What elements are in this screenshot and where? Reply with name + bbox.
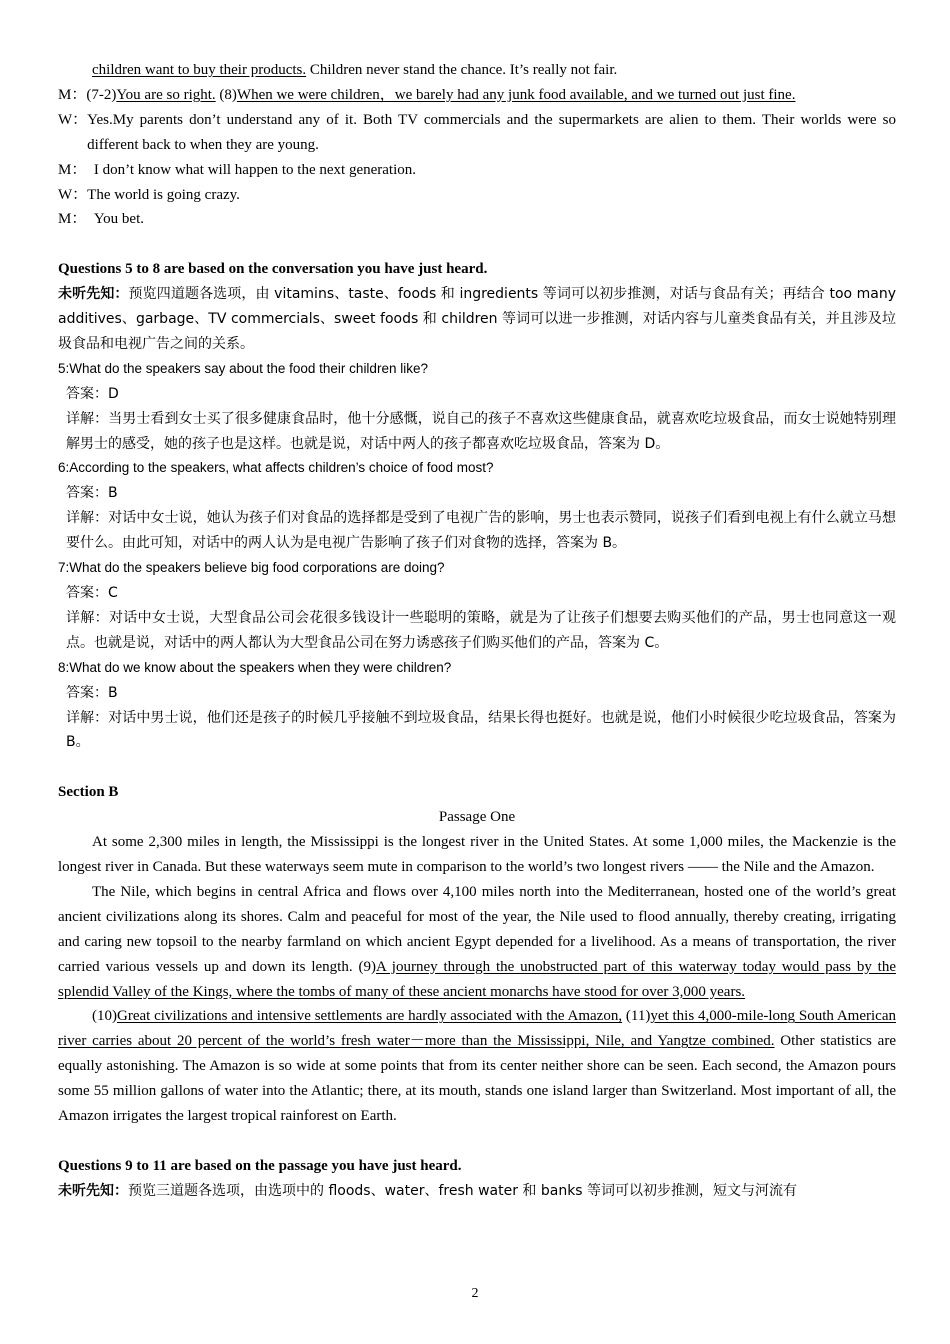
speaker-label: M： bbox=[58, 161, 94, 178]
preview-text: 预览四道题各选项，由 vitamins、taste、foods 和 ingredients 等词可以初步推测，对话与食品有关；再结合 too many additives、garbage、TV commercials、sweet foods 和 children 等词可以进一步推测，对话内容与儿童类食品有关，并且涉及垃圾食品和电视广告之间的关系。 bbox=[58, 286, 897, 352]
passage-title: Passage One bbox=[438, 809, 516, 826]
speaker-label: W： bbox=[58, 186, 88, 203]
answer-7: 答案：C bbox=[66, 585, 118, 602]
preview-label: 未听先知： bbox=[58, 1182, 128, 1199]
passage-paragraph-1: At some 2,300 miles in length, the Mississippi is the longest river in the United States. At some 1,000 miles, the Mackenzie is the longest river in Canada. But these waterways seem mute in comparison to the world’s two longest rivers —— the Nile and the Amazon. bbox=[58, 834, 896, 875]
dialogue-text: You bet. bbox=[93, 211, 144, 228]
section-b-heading: Section B bbox=[58, 784, 119, 801]
question-8: 8:What do we know about the speakers when they were children? bbox=[58, 659, 452, 675]
preview-text: 预览三道题各选项，由选项中的 floods、water、fresh water 和 banks 等词可以初步推测，短文与河流有 bbox=[128, 1182, 798, 1199]
page-number: 2 bbox=[471, 1286, 479, 1301]
preview-label: 未听先知： bbox=[58, 286, 129, 303]
preview-paragraph bbox=[58, 1179, 896, 1204]
question-marker: (7-2) bbox=[86, 86, 117, 103]
underlined-key-sentence: When we were children，we barely had any junk food available, and we turned out just fine. bbox=[236, 86, 796, 103]
answer-6: 答案：B bbox=[66, 485, 118, 502]
dialogue-line bbox=[58, 108, 896, 158]
dialogue-text: Yes.My parents don’t understand any of it. Both TV commercials and the supermarkets are alien to them. Their worlds were so different back to when they are young. bbox=[87, 111, 896, 153]
passage-text: The Nile, which begins in central Africa and flows over 4,100 miles north into the Mediterranean, hosted one of the world’s great ancient civilizations along its shores. Calm and peaceful for most of the year, the Nile used to flood annually, thereby creating, irrigating and caring new topsoil to the nearby farmland on which ancient Egypt depended for a livelihood. As a means of transportation, the river carried various vessels up and down its length. (9) bbox=[58, 883, 896, 975]
questions-9-11-heading: Questions 9 to 11 are based on the passage you have just heard. bbox=[58, 1157, 462, 1174]
document-page bbox=[58, 58, 896, 1204]
answer-8: 答案：B bbox=[66, 684, 118, 701]
speaker-label: W： bbox=[58, 111, 88, 128]
passage-text: Other statistics are equally astonishing. The Amazon is so wide at some points that from its center neither shore can be seen. Each second, the Amazon pours some 55 million gallons of water into the Atlantic; there, at its mouth, stands one island larger than Switzerland. Most important of all, the Amazon irrigates the largest tropical rainforest on Earth. bbox=[58, 1033, 896, 1125]
preview-paragraph bbox=[58, 282, 896, 357]
question-marker: (10) bbox=[92, 1008, 117, 1025]
explanation-6: 详解：对话中女士说，她认为孩子们对食品的选择都是受到了电视广告的影响，男士也表示赞同，说孩子们看到电视上有什么就立马想要什么。由此可知，对话中的两人认为是电视广告影响了孩子们对食物的选择，答案为 B。 bbox=[66, 510, 896, 552]
underlined-key-sentence: Great civilizations and intensive settlements are hardly associated with the Amazon, bbox=[117, 1008, 623, 1025]
answer-5: 答案：D bbox=[66, 385, 119, 402]
dialogue-text: Children never stand the chance. It’s really not fair. bbox=[306, 62, 618, 78]
question-marker: (11) bbox=[622, 1008, 651, 1025]
speaker-label: M： bbox=[58, 86, 87, 103]
dialogue-text: I don’t know what will happen to the next generation. bbox=[93, 161, 416, 178]
underlined-key-sentence: yet this 4,000-mile-long South American river carries about 20 percent of the world’s fresh water－more than the Mississippi, Nile, and Yangtze combined. bbox=[58, 1008, 896, 1050]
dialogue-continuation bbox=[58, 58, 896, 83]
underlined-key-sentence: A journey through the unobstructed part of this waterway today would pass by the splendid Valley of the Kings, where the tombs of many of these ancient monarchs have stood for over 3,000 years. bbox=[58, 958, 896, 1000]
explanation-5: 详解：当男士看到女士买了很多健康食品时，他十分感慨，说自己的孩子不喜欢这些健康食品，就喜欢吃垃圾食品，而女士说她特别理解男士的感受，她的孩子也是这样。也就是说，对话中两人的孩子都喜欢吃垃圾食品，答案为 D。 bbox=[66, 410, 896, 452]
dialogue-text: The world is going crazy. bbox=[87, 186, 240, 203]
question-7: 7:What do the speakers believe big food corporations are doing? bbox=[58, 560, 445, 576]
passage-paragraph-2 bbox=[58, 880, 896, 1005]
questions-5-8-heading: Questions 5 to 8 are based on the conversation you have just heard. bbox=[58, 261, 488, 278]
dialogue-line bbox=[58, 83, 896, 108]
question-6: 6:According to the speakers, what affects children’s choice of food most? bbox=[58, 460, 494, 476]
question-marker: (8) bbox=[215, 86, 237, 103]
explanation-7: 详解：对话中女士说，大型食品公司会花很多钱设计一些聪明的策略，就是为了让孩子们想要去购买他们的产品，男士也同意这一观点。也就是说，对话中的两人都认为大型食品公司在努力诱惑孩子们购买他们的产品，答案为 C。 bbox=[66, 609, 896, 651]
dialogue-line bbox=[58, 158, 896, 183]
dialogue-line bbox=[58, 183, 896, 208]
passage-paragraph-3 bbox=[58, 1004, 896, 1129]
explanation-8: 详解：对话中男士说，他们还是孩子的时候几乎接触不到垃圾食品，结果长得也挺好。也就是说，他们小时候很少吃垃圾食品，答案为 B。 bbox=[66, 709, 896, 751]
underlined-key-sentence: children want to buy their products. bbox=[92, 62, 307, 78]
question-5: 5:What do the speakers say about the food their children like? bbox=[58, 360, 428, 376]
underlined-key-sentence: You are so right. bbox=[116, 86, 216, 103]
speaker-label: M： bbox=[58, 211, 94, 228]
dialogue-line bbox=[58, 207, 896, 232]
